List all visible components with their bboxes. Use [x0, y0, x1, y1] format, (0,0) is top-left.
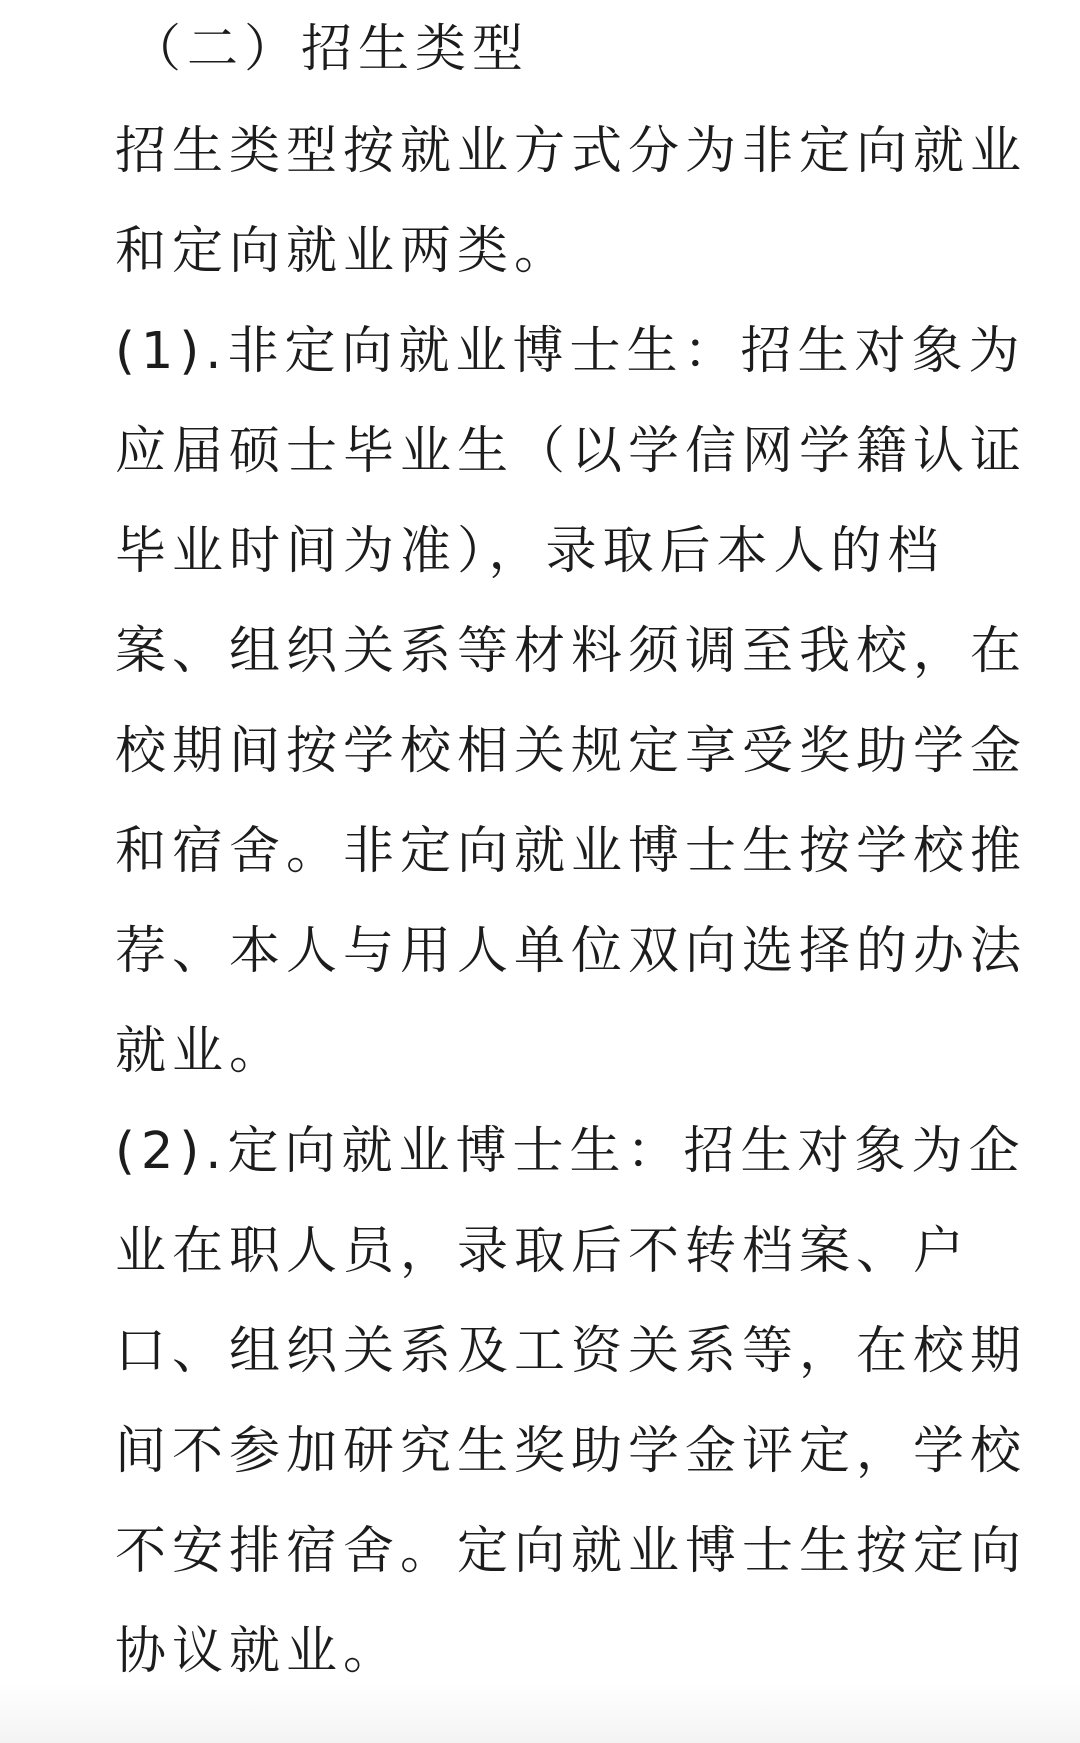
paragraph-line: 间不参加研究生奖助学金评定，学校 [115, 1422, 1028, 1481]
paragraph-line: 业在职人员，录取后不转档案、户 [115, 1222, 971, 1281]
paragraph-line: 应届硕士毕业生（以学信网学籍认证 [115, 422, 1028, 481]
paragraph-line: 校期间按学校相关规定享受奖助学金 [115, 722, 1028, 781]
paragraph-line: 协议就业。 [115, 1622, 401, 1681]
paragraph-line: (2).定向就业博士生：招生对象为企 [115, 1122, 1026, 1181]
section-heading: （二）招生类型 [130, 20, 530, 79]
bottom-edge-shadow [0, 1683, 1080, 1743]
paragraph-line: (1).非定向就业博士生：招生对象为 [115, 322, 1026, 381]
paragraph-line: 口、组织关系及工资关系等，在校期 [115, 1322, 1028, 1381]
paragraph-line: 和宿舍。非定向就业博士生按学校推 [115, 822, 1028, 881]
paragraph-line: 不安排宿舍。定向就业博士生按定向 [115, 1522, 1028, 1581]
paragraph-line: 荐、本人与用人单位双向选择的办法 [115, 922, 1028, 981]
paragraph-line: 就业。 [115, 1022, 287, 1081]
paragraph-line: 案、组织关系等材料须调至我校，在 [115, 622, 1028, 681]
paragraph-line: 和定向就业两类。 [115, 222, 572, 281]
paragraph-line: 毕业时间为准），录取后本人的档 [115, 522, 945, 581]
paragraph-line: 招生类型按就业方式分为非定向就业 [115, 122, 1028, 181]
